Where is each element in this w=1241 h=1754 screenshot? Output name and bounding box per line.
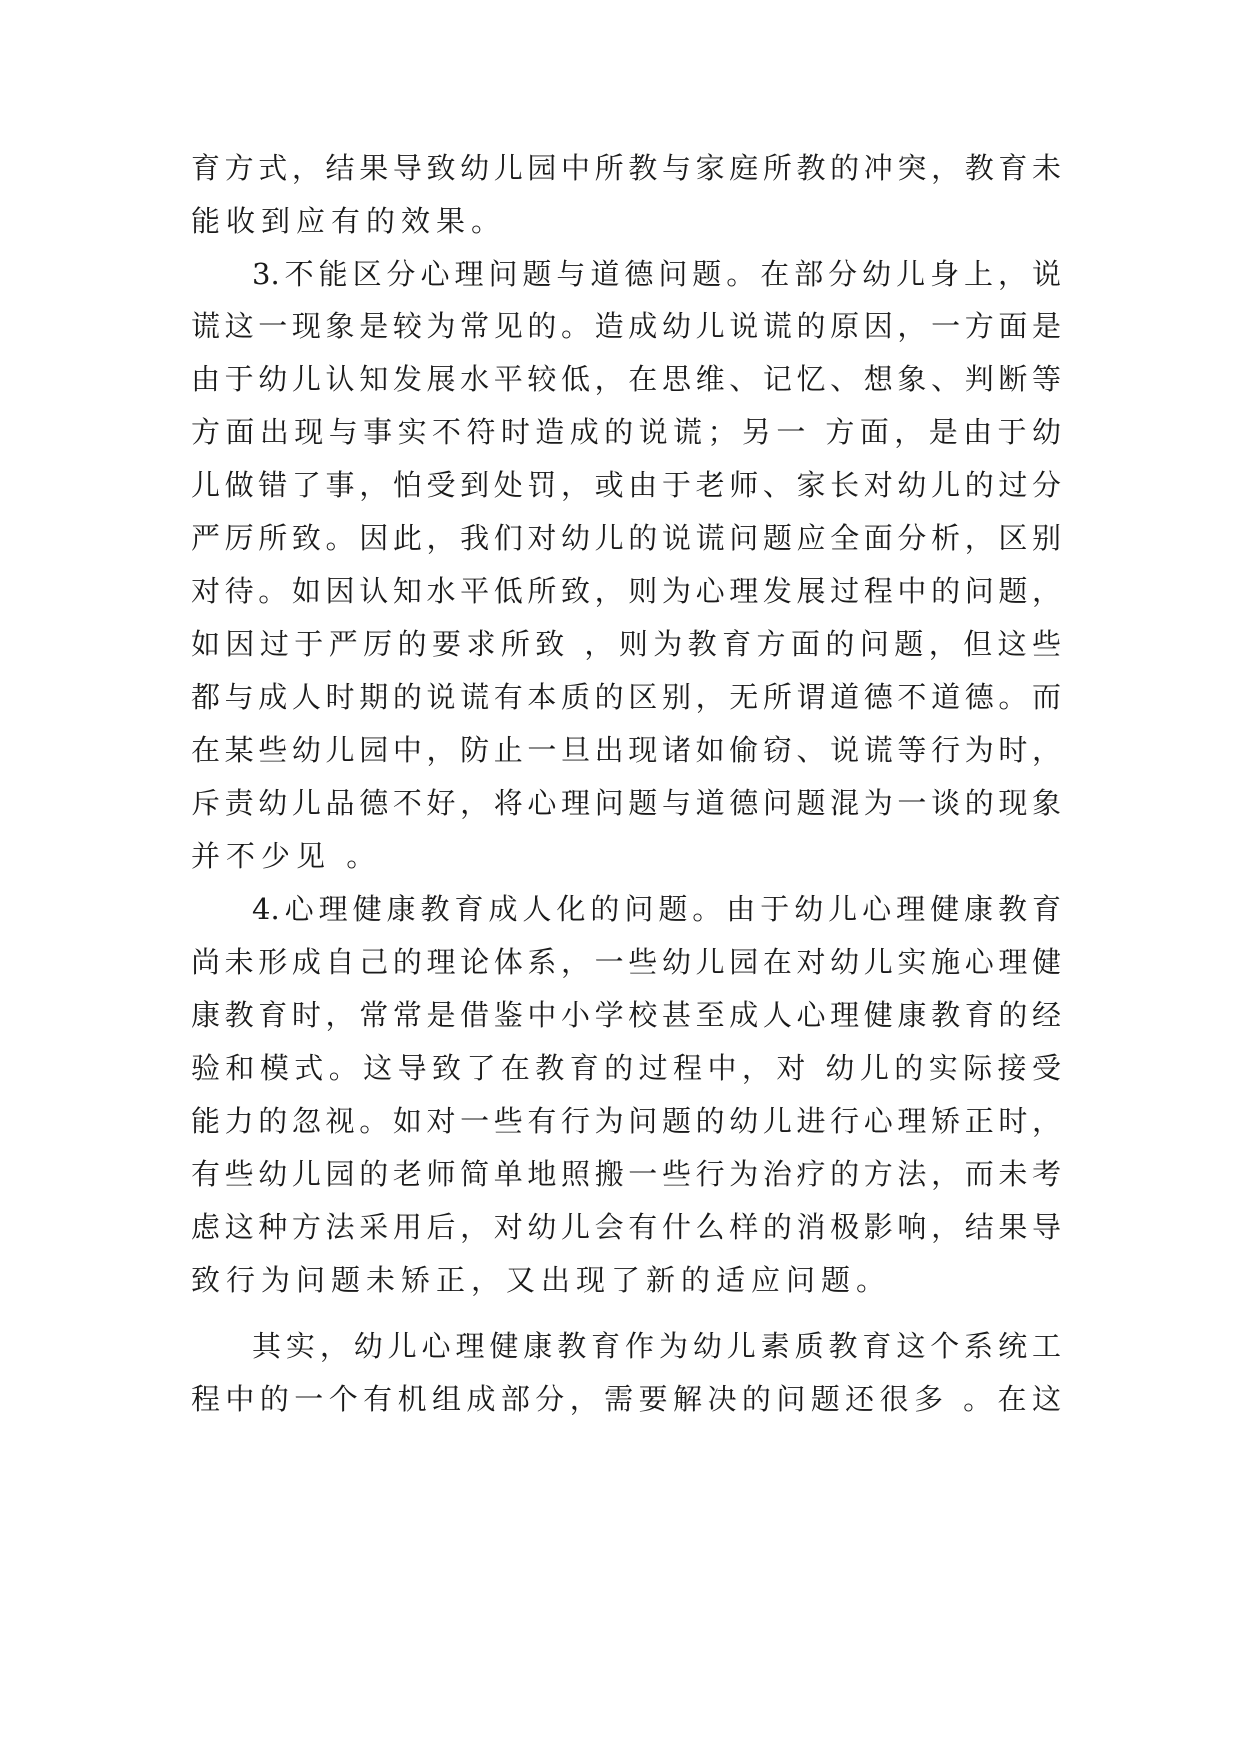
text-line: 方面出现与事实不符时造成的说谎；另一 方面，是由于幼 xyxy=(191,415,1061,449)
text-line: 4.心理健康教育成人化的问题。由于幼儿心理健康教育 xyxy=(252,892,1061,926)
text-line: 有些幼儿园的老师简单地照搬一些行为治疗的方法，而未考 xyxy=(191,1157,1061,1191)
text-line: 都与成人时期的说谎有本质的区别，无所谓道德不道德。而 xyxy=(191,680,1061,714)
text-line: 康教育时，常常是借鉴中小学校甚至成人心理健康教育的经 xyxy=(191,998,1061,1032)
text-line: 能收到应有的效果。 xyxy=(191,204,507,238)
text-line: 虑这种方法采用后，对幼儿会有什么样的消极影响，结果导 xyxy=(191,1210,1061,1244)
text-line: 致行为问题未矫正，又出现了新的适应问题。 xyxy=(191,1263,892,1297)
text-line: 儿做错了事，怕受到处罚，或由于老师、家长对幼儿的过分 xyxy=(191,468,1061,502)
text-line: 3.不能区分心理问题与道德问题。在部分幼儿身上，说 xyxy=(252,257,1061,291)
text-line: 谎这一现象是较为常见的。造成幼儿说谎的原因，一方面是 xyxy=(191,309,1061,343)
text-line: 尚未形成自己的理论体系，一些幼儿园在对幼儿实施心理健 xyxy=(191,945,1061,979)
text-line: 育方式，结果导致幼儿园中所教与家庭所教的冲突，教育未 xyxy=(191,151,1061,185)
text-line: 程中的一个有机组成部分，需要解决的问题还很多 。在这 xyxy=(191,1382,1061,1416)
text-line: 并不少见 。 xyxy=(191,839,382,873)
text-line: 由于幼儿认知发展水平较低，在思维、记忆、想象、判断等 xyxy=(191,362,1061,396)
text-line: 如因过于严厉的要求所致 ，则为教育方面的问题，但这些 xyxy=(191,627,1061,661)
text-line: 严厉所致。因此，我们对幼儿的说谎问题应全面分析，区别 xyxy=(191,521,1061,555)
text-line: 验和模式。这导致了在教育的过程中，对 幼儿的实际接受 xyxy=(191,1051,1061,1085)
text-line: 对待。如因认知水平低所致，则为心理发展过程中的问题， xyxy=(191,574,1061,608)
text-line: 在某些幼儿园中，防止一旦出现诸如偷窃、说谎等行为时， xyxy=(191,733,1061,767)
text-line: 能力的忽视。如对一些有行为问题的幼儿进行心理矫正时， xyxy=(191,1104,1061,1138)
text-line: 其实，幼儿心理健康教育作为幼儿素质教育这个系统工 xyxy=(252,1329,1061,1363)
text-line: 斥责幼儿品德不好，将心理问题与道德问题混为一谈的现象 xyxy=(191,786,1061,820)
